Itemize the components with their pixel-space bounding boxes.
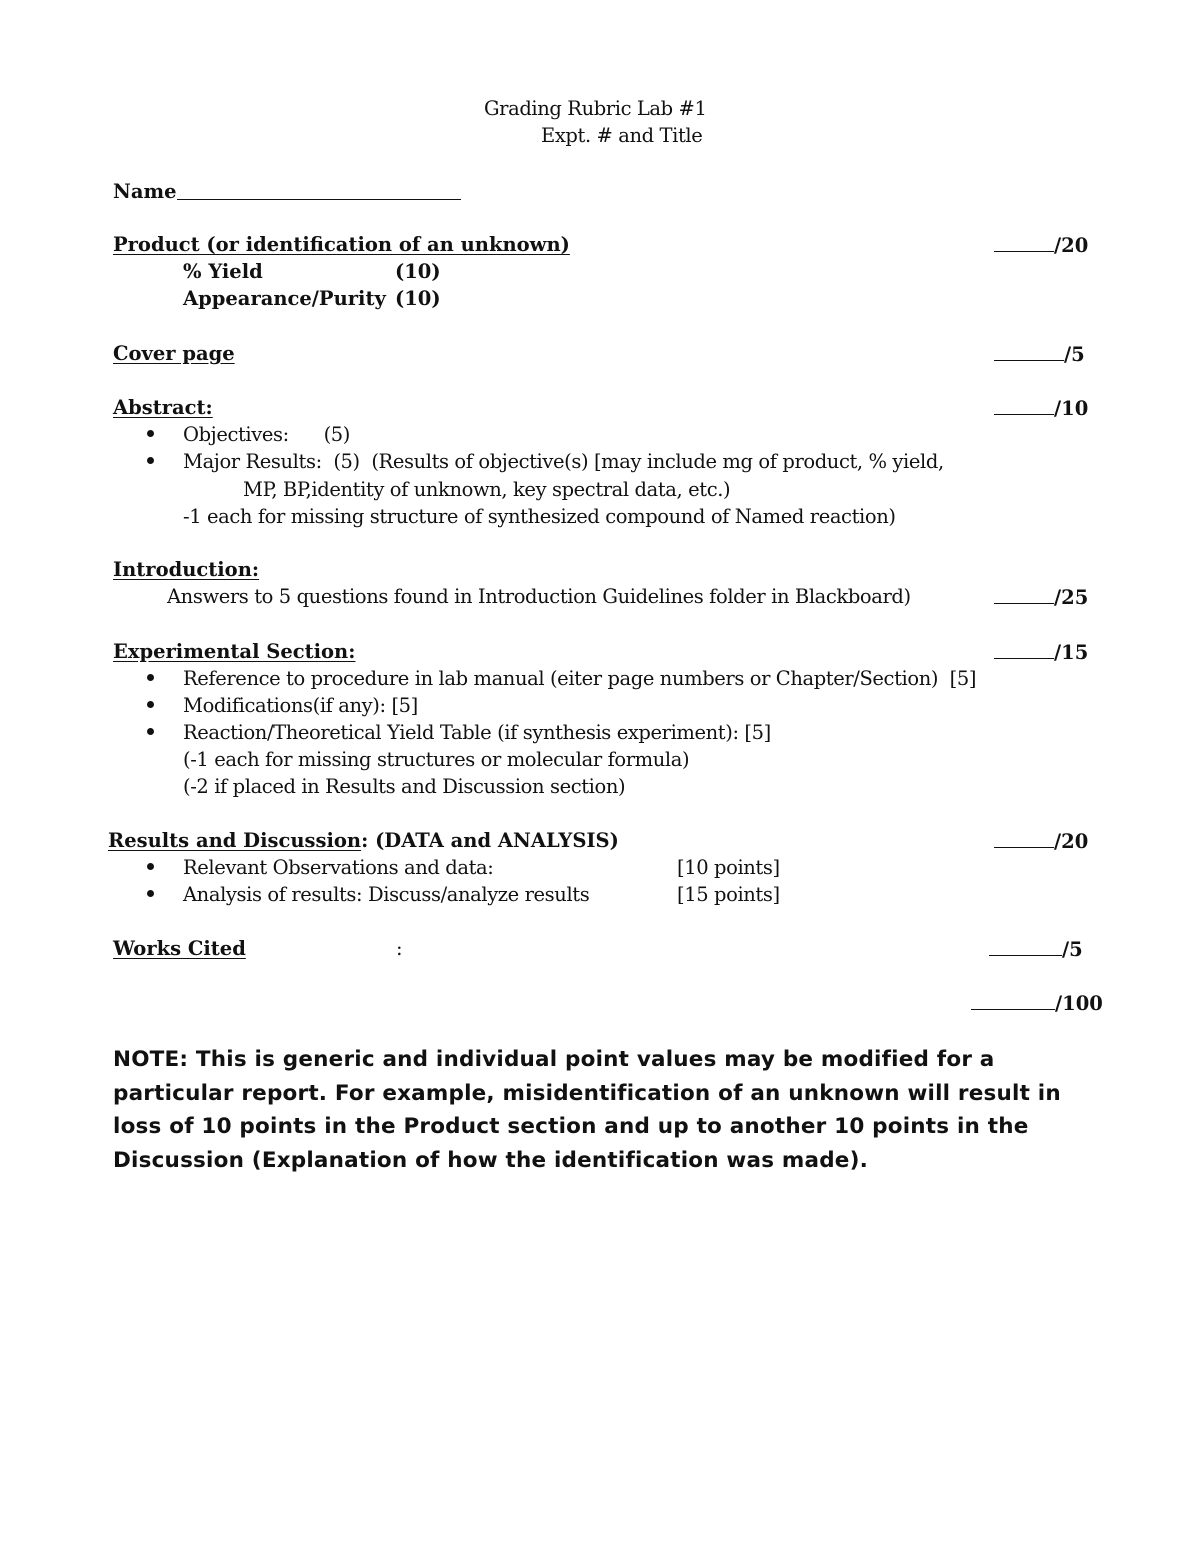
name-label: Name	[113, 180, 177, 203]
experimental-note-placement: (-2 if placed in Results and Discussion section)	[183, 775, 626, 798]
experimental-heading: Experimental Section:	[113, 640, 356, 663]
works-cited-heading: Works Cited	[113, 937, 246, 960]
bullet-icon	[147, 430, 154, 437]
works-cited-score: /5	[989, 937, 1083, 962]
total-score-blank[interactable]	[971, 991, 1055, 1010]
abstract-heading: Abstract:	[113, 396, 213, 419]
bullet-icon	[147, 457, 154, 464]
appearance-points: (10)	[395, 287, 441, 310]
total-score: /100	[971, 991, 1103, 1016]
yield-points: (10)	[395, 260, 441, 283]
bullet-icon	[147, 701, 154, 708]
abstract-score: /10	[994, 396, 1088, 421]
introduction-score: /25	[994, 585, 1088, 610]
abstract-major-results: Major Results: (5) (Results of objective(s) [may include mg of product, % yield,	[183, 450, 944, 473]
experimental-bullet-reference: Reference to procedure in lab manual (eiter page numbers or Chapter/Section) [5]	[183, 667, 977, 690]
results-heading-main: Results and Discussion	[108, 829, 362, 852]
introduction-text: Answers to 5 questions found in Introduction Guidelines folder in Blackboard)	[167, 585, 911, 608]
results-heading-suffix: : (DATA and ANALYSIS)	[361, 829, 619, 852]
name-blank-line[interactable]	[177, 181, 461, 200]
bullet-icon	[147, 863, 154, 870]
results-score-blank[interactable]	[994, 829, 1054, 848]
cover-heading: Cover page	[113, 342, 235, 365]
product-heading: Product (or identification of an unknown)	[113, 233, 570, 256]
bullet-icon	[147, 674, 154, 681]
works-cited-score-blank[interactable]	[989, 937, 1062, 956]
experimental-bullet-modifications: Modifications(if any): [5]	[183, 694, 418, 717]
experimental-score: /15	[994, 640, 1088, 665]
abstract-objectives: Objectives: (5)	[183, 423, 350, 446]
product-score-blank[interactable]	[994, 233, 1054, 252]
results-score: /20	[994, 829, 1088, 854]
generic-note: NOTE: This is generic and individual point values may be modified for a particular report. For example, misidentification of an unknown will result in loss of 10 points in the Product section and up to another 10 points in the Discussion (Explanation of how the identification was made).	[113, 1047, 1061, 1173]
results-observations-points: [10 points]	[677, 856, 780, 879]
abstract-score-blank[interactable]	[994, 396, 1054, 415]
appearance-label: Appearance/Purity	[183, 287, 386, 310]
product-score: /20	[994, 233, 1088, 258]
cover-score: /5	[994, 342, 1085, 367]
abstract-note: -1 each for missing structure of synthesized compound of Named reaction)	[183, 505, 896, 528]
works-cited-colon: :	[396, 937, 403, 960]
experimental-score-blank[interactable]	[994, 640, 1054, 659]
experimental-bullet-table: Reaction/Theoretical Yield Table (if synthesis experiment): [5]	[183, 721, 771, 744]
cover-score-blank[interactable]	[994, 342, 1064, 361]
abstract-major-results-cont: MP, BP,identity of unknown, key spectral data, etc.)	[243, 478, 731, 501]
bullet-icon	[147, 890, 154, 897]
experimental-note-structures: (-1 each for missing structures or molecular formula)	[183, 748, 690, 771]
results-observations-label: Relevant Observations and data:	[183, 856, 494, 879]
results-analysis-label: Analysis of results: Discuss/analyze results	[183, 883, 590, 906]
yield-label: % Yield	[183, 260, 263, 283]
page-subtitle: Expt. # and Title	[541, 124, 703, 147]
results-analysis-points: [15 points]	[677, 883, 780, 906]
results-heading	[108, 829, 619, 853]
page-title: Grading Rubric Lab #1	[484, 97, 707, 120]
bullet-icon	[147, 728, 154, 735]
introduction-heading: Introduction:	[113, 558, 260, 581]
introduction-score-blank[interactable]	[994, 585, 1054, 604]
